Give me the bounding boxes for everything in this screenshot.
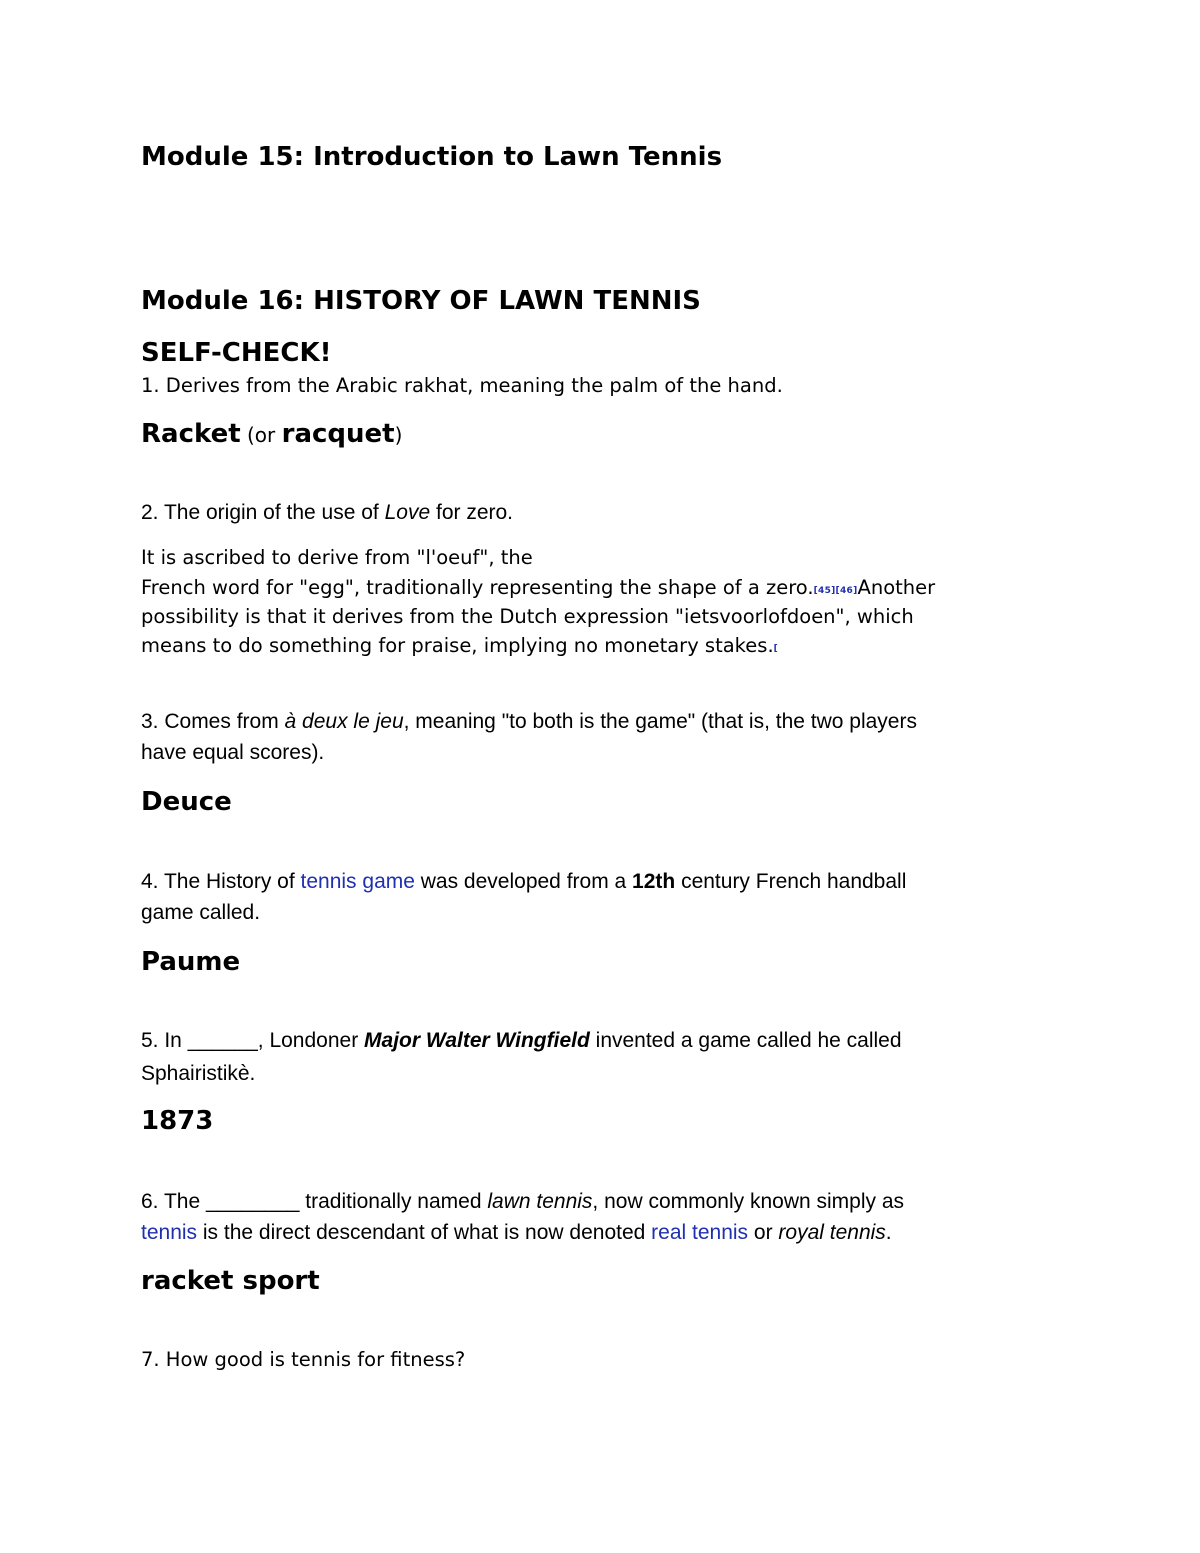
question-3-line-2: have equal scores). [141, 741, 325, 764]
question-6-italic-1: lawn tennis [487, 1190, 593, 1213]
answer-1-paren-close: ) [394, 423, 403, 447]
citation-link[interactable]: [ [773, 644, 779, 654]
question-3-suffix: , meaning "to both is the game" (that is, the two players [403, 710, 917, 733]
question-5-prefix: 5. In ______, Londoner [141, 1029, 365, 1052]
tennis-link[interactable]: tennis [141, 1221, 198, 1244]
question-2-suffix: for zero. [430, 501, 514, 524]
question-6-mid-3: or [748, 1221, 779, 1244]
question-4-suffix: century French handball [675, 870, 907, 893]
question-4-bold: 12th [632, 870, 676, 893]
answer-3: Deuce [141, 787, 232, 817]
answer-2-line-2-text: French word for "egg", traditionally representing the shape of a zero. [141, 576, 814, 599]
module-15-title: Module 15: Introduction to Lawn Tennis [141, 142, 723, 172]
answer-2-line-4-text: means to do something for praise, implying no monetary stakes. [141, 634, 774, 657]
question-6-mid-1: , now commonly known simply as [592, 1190, 905, 1213]
answer-4: Paume [141, 947, 241, 977]
question-4-line-1 [141, 866, 906, 897]
question-3-italic: à deux le jeu [284, 710, 404, 733]
answer-5: 1873 [141, 1106, 214, 1136]
question-6-mid-2: is the direct descendant of what is now denoted [197, 1221, 652, 1244]
answer-1-alt: racquet [281, 419, 395, 449]
question-3-prefix: 3. Comes from [141, 710, 285, 733]
answer-2-line-4 [141, 631, 778, 664]
question-5-line-1 [141, 1025, 902, 1056]
real-tennis-link[interactable]: real tennis [651, 1221, 749, 1244]
question-5-suffix: invented a game called he called [589, 1029, 902, 1052]
answer-2-line-1: It is ascribed to derive from "l'oeuf", the [141, 546, 533, 569]
answer-2-line-2-end: Another [857, 576, 936, 599]
module-16-title: Module 16: HISTORY OF LAWN TENNIS [141, 286, 701, 316]
question-1: 1. Derives from the Arabic rakhat, meaning the palm of the hand. [141, 374, 783, 397]
question-6-prefix: 6. The ________ traditionally named [141, 1190, 488, 1213]
answer-1-main: Racket [141, 419, 241, 449]
question-2-italic: Love [384, 501, 431, 524]
answer-1-paren-open: (or [240, 423, 282, 447]
question-7: 7. How good is tennis for fitness? [141, 1348, 466, 1371]
answer-6: racket sport [141, 1266, 320, 1296]
question-5-bold-italic: Major Walter Wingfield [364, 1029, 590, 1052]
question-6-italic-2: royal tennis [778, 1221, 886, 1244]
answer-2-line-3: possibility is that it derives from the Dutch expression "ietsvoorlofdoen", which [141, 605, 914, 628]
question-2 [141, 497, 513, 528]
question-6-line-2 [141, 1217, 892, 1248]
question-6-line-1 [141, 1186, 904, 1217]
self-check-heading: SELF-CHECK! [141, 338, 332, 368]
question-4-line-2: game called. [141, 901, 261, 924]
question-3-line-1 [141, 706, 917, 737]
question-4-middle: was developed from a [414, 870, 633, 893]
question-2-prefix: 2. The origin of the use of [141, 501, 385, 524]
tennis-game-link[interactable]: tennis game [300, 870, 415, 893]
question-6-end: . [885, 1221, 892, 1244]
citation-46-link[interactable]: [46] [835, 586, 858, 596]
answer-1 [141, 418, 402, 451]
question-4-prefix: 4. The History of [141, 870, 301, 893]
citation-45-link[interactable]: [45] [813, 586, 836, 596]
question-5-line-2: Sphairistikè. [141, 1062, 256, 1085]
